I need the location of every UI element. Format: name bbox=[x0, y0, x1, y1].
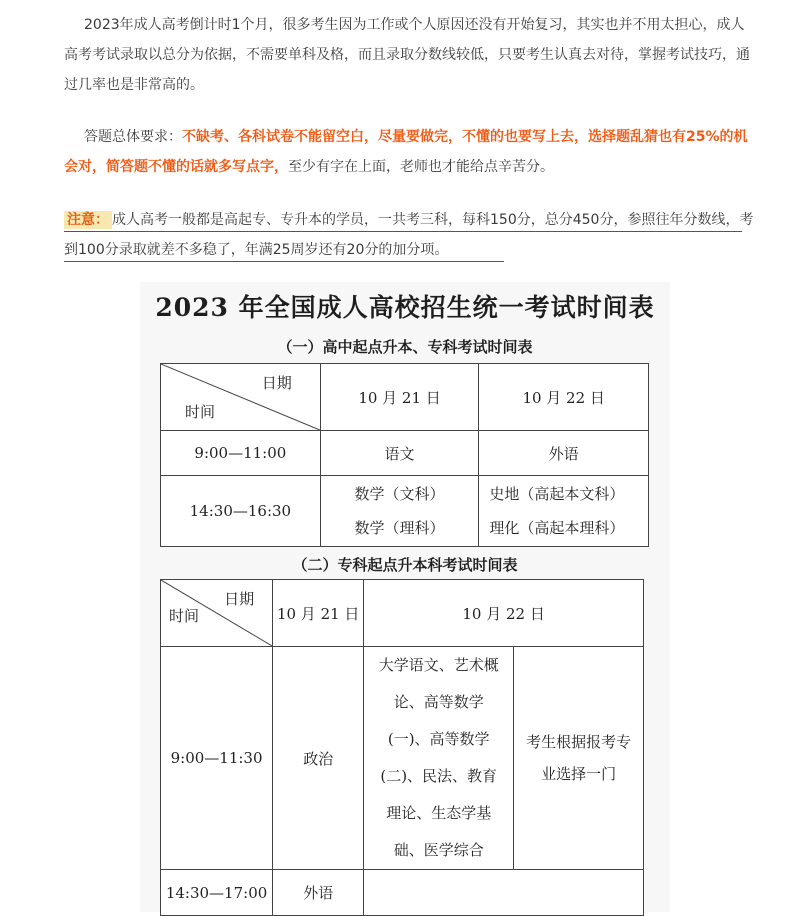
timetable-title: 2023 年全国成人高校招生统一考试时间表 bbox=[155, 293, 655, 322]
subject-cell: 政治 bbox=[273, 647, 364, 870]
intro-paragraph: 2023年成人高考倒计时1个月，很多考生因为工作或个人原因还没有开始复习，其实也并不用太担心，成人高考考试录取以总分为依据，不需要单科及格，而且录取分数线较低，只要考生认真去对待，掌握考试技巧，通过几率也是非常高的。 bbox=[64, 17, 750, 93]
date-header: 10 月 21 日 bbox=[320, 364, 479, 431]
header-date-label: 日期 bbox=[261, 374, 292, 392]
date-header: 10 月 22 日 bbox=[364, 580, 644, 647]
time-cell: 9:00—11:30 bbox=[161, 647, 273, 870]
header-date-label: 日期 bbox=[224, 590, 255, 608]
section1-table bbox=[160, 363, 649, 547]
date-header: 10 月 22 日 bbox=[479, 364, 649, 431]
table-row bbox=[161, 431, 649, 476]
header-time-label: 时间 bbox=[185, 403, 216, 421]
table-row bbox=[161, 647, 644, 870]
time-cell: 14:30—17:00 bbox=[161, 870, 273, 916]
section2-table bbox=[160, 579, 644, 916]
section2-title: （二）专科起点升本科考试时间表 bbox=[292, 556, 518, 574]
table-row bbox=[161, 476, 649, 547]
subject-cell: 外语 bbox=[273, 870, 364, 916]
requirement-prefix: 答题总体要求： bbox=[84, 129, 182, 145]
time-cell: 14:30—16:30 bbox=[161, 476, 321, 547]
note-underline bbox=[64, 261, 504, 262]
diagonal-header-cell bbox=[161, 364, 321, 431]
note-label: 注意： bbox=[64, 211, 112, 229]
answer-requirement-paragraph bbox=[64, 122, 754, 182]
subject-cell bbox=[479, 476, 649, 547]
requirement-highlight: 不缺考、各科试卷不能留空白，尽量要做完，不懂的也要写上去，选择题乱猜也有25%的机会对，简答题不懂的话就多写点字， bbox=[64, 129, 748, 175]
note-underline bbox=[64, 231, 742, 232]
note-text: 成人高考一般都是高起专、专升本的学员，一共考三科，每科150分，总分450分，参照往年分数线，考到100分录取就差不多稳了，年满25周岁还有20分的加分项。 bbox=[64, 212, 754, 258]
subject-cell: 语文 bbox=[320, 431, 479, 476]
header-time-label: 时间 bbox=[169, 607, 200, 625]
empty-cell bbox=[364, 870, 644, 916]
section1-title: （一）高中起点升本、专科考试时间表 bbox=[277, 338, 533, 356]
subject-line: 理化（高起本理科） bbox=[489, 519, 625, 537]
subject-list-cell: 大学语文、艺术概论、高等数学(一)、高等数学(二)、民法、教育理论、生态学基础、医学综合 bbox=[364, 647, 514, 870]
subject-line: 史地（高起本文科） bbox=[489, 485, 625, 503]
table-row bbox=[161, 870, 644, 916]
table-header-row bbox=[161, 364, 649, 431]
subject-line: 数学（文科） bbox=[354, 485, 445, 503]
time-cell: 9:00—11:00 bbox=[161, 431, 321, 476]
subject-line: 数学（理科） bbox=[354, 519, 445, 537]
table-header-row bbox=[161, 580, 644, 647]
exam-timetable-image bbox=[140, 282, 670, 912]
diagonal-header-cell bbox=[161, 580, 273, 647]
date-header: 10 月 21 日 bbox=[273, 580, 364, 647]
note-paragraph bbox=[64, 205, 754, 265]
subject-cell bbox=[320, 476, 479, 547]
choose-one-note-cell: 考生根据报考专业选择一门 bbox=[514, 647, 644, 870]
requirement-suffix: 至少有字在上面，老师也才能给点辛苦分。 bbox=[288, 159, 554, 175]
subject-cell: 外语 bbox=[479, 431, 649, 476]
